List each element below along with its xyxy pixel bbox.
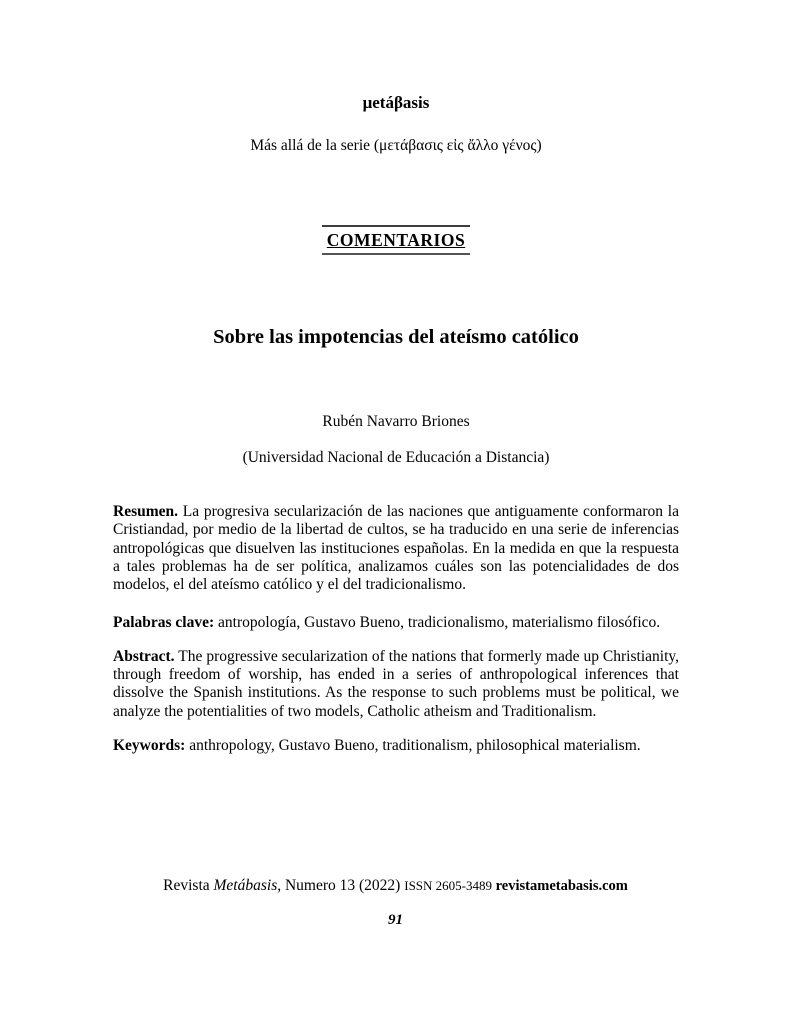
footer-issue-info: , Numero 13 (2022) <box>277 877 405 894</box>
palabras-clave-text: antropología, Gustavo Bueno, tradicionalismo, materialismo filosófico. <box>214 614 661 632</box>
page-content <box>113 0 679 755</box>
section-heading: COMENTARIOS <box>322 225 470 255</box>
footer-citation <box>0 876 791 896</box>
footer-journal-name: Metábasis <box>213 877 278 894</box>
abstract-label: Abstract. <box>113 647 175 665</box>
abstract-paragraph <box>113 648 679 721</box>
footer-issn: ISSN 2605-3489 <box>404 878 492 893</box>
palabras-clave-label: Palabras clave: <box>113 614 215 632</box>
keywords-paragraph <box>113 737 679 755</box>
palabras-clave-paragraph <box>113 614 679 632</box>
resumen-paragraph <box>113 503 679 594</box>
keywords-text: anthropology, Gustavo Bueno, traditionalism, philosophical materialism. <box>185 736 641 754</box>
resumen-label: Resumen. <box>113 503 179 520</box>
keywords-label: Keywords: <box>113 736 186 754</box>
author-affiliation: (Universidad Nacional de Educación a Distancia) <box>242 449 550 466</box>
journal-name: μetáβasis <box>362 93 430 112</box>
footer-website: revistametabasis.com <box>492 878 628 894</box>
abstract-text: The progressive secularization of the nations that formerly made up Christianity, through freedom of worship, has ended in a series of anthropological inferences that dissolve the Spanish institutions. As the response to such problems must be political, we analyze the potentialities of two models, Catholic atheism and Traditionalism. <box>113 647 679 720</box>
author-name: Rubén Navarro Briones <box>322 413 470 430</box>
section-heading-wrap <box>113 225 679 255</box>
footer-revista-prefix: Revista <box>163 877 214 894</box>
resumen-text: La progresiva secularización de las naciones que antiguamente conformaron la Cristiandad, por medio de la libertad de cultos, se ha traducido en una serie de inferencias antropológicas que disuelven las instituciones españolas. En la medida en que la respuesta a tales problemas ha de ser política, analizamos cuáles son las potencialidades de dos modelos, el del ateísmo católico y el del tradicionalismo. <box>113 503 679 594</box>
article-title: Sobre las impotencias del ateísmo católico <box>213 326 579 348</box>
journal-subtitle: Más allá de la serie (μετάβασις εἰς ἄλλο γένος) <box>250 137 542 154</box>
page-number: 91 <box>388 912 403 928</box>
